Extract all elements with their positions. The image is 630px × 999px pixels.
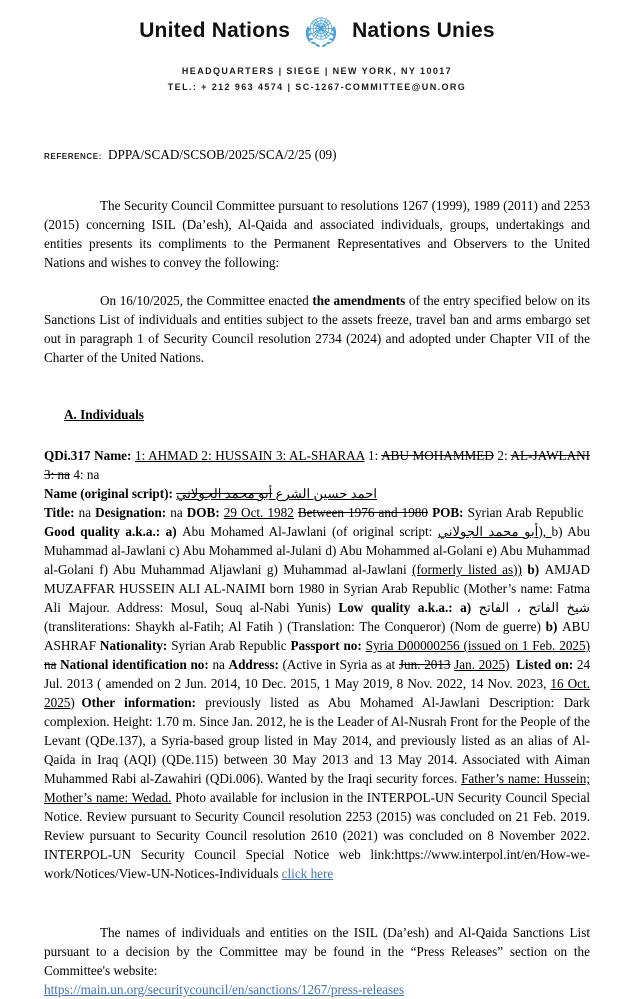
- headquarters-line: HEADQUARTERS | SIEGE | NEW YORK, NY 10017: [181, 66, 453, 76]
- text-segment: ABU MOHAMMED: [381, 448, 494, 463]
- text-segment: na: [170, 505, 187, 520]
- text-segment: Designation:: [95, 505, 171, 520]
- text-segment: 24 Jul. 2013 ( amended on 2 Jun. 2014, 10 Dec. 2015, 1 May 2019, 8 Nov. 2022, 14 Nov. 2023,: [44, 657, 591, 691]
- text-segment: DOB:: [186, 505, 224, 520]
- reference-line: [44, 146, 590, 164]
- text-segment: 3: na: [44, 467, 71, 482]
- text-segment: [479, 600, 590, 615]
- text-segment: b): [527, 562, 545, 577]
- reference-value: DPPA/SCAD/SCSOB/2025/SCA/2/25 (09): [108, 147, 337, 162]
- section-heading-individuals: A. Individuals: [64, 407, 144, 422]
- text-segment: أبو محمد الجولاني: [437, 524, 539, 539]
- text-segment: [176, 486, 377, 501]
- reference-label: REFERENCE:: [44, 152, 103, 161]
- masthead: [44, 12, 590, 50]
- text-segment: AMJAD MUZAFFAR HUSSEIN ALI AL-NAIMI born 1980 in Syrian Arab Republic (Mother’s name: Fatma Ali Majour. Address: Mosul, Souq al-Nabi Yunis): [44, 562, 590, 615]
- text-segment: na: [78, 505, 96, 520]
- text-segment: POB:: [432, 505, 468, 520]
- text-segment: 2:: [493, 448, 511, 463]
- text-segment: QDi.317 Name:: [44, 448, 135, 463]
- intro-paragraph: The Security Council Committee pursuant to resolutions 1267 (1999), 1989 (2011) and 2253 (2015) concerning ISIL (Da’esh), Al-Qaida and associated individuals, groups, undertakings and entities presents its compliments to the Permanent Representatives and Observers to the United Nations and wishes to convey the following:: [44, 198, 590, 270]
- footer-paragraph: [44, 923, 590, 999]
- interpol-click-here-link[interactable]: click here: [281, 866, 334, 881]
- text-segment: Between 1976 and 1980: [297, 505, 428, 520]
- text-segment: 29 Oct. 1982: [223, 505, 294, 520]
- text-segment: Address:: [228, 657, 283, 672]
- text-segment: Name (original script):: [44, 486, 177, 501]
- text-segment: [438, 524, 538, 539]
- text-segment: 1:: [364, 448, 382, 463]
- text-segment: Other information:: [81, 695, 206, 710]
- amendment-paragraph: [44, 291, 590, 367]
- text-segment: أبو محمد الجولاني: [176, 486, 273, 501]
- letterhead: [44, 12, 590, 92]
- text-segment: (formerly listed as)): [412, 562, 522, 577]
- text-segment: Syria D00000256 (issued on 1 Feb. 2025): [365, 638, 590, 653]
- text-segment: Low quality a.k.a.: a): [338, 600, 479, 615]
- text-segment: Abu Mohamed Al-Jawlani (of original script:: [182, 524, 438, 539]
- text-segment: Listed on:: [516, 657, 577, 672]
- text-segment: b): [545, 619, 563, 634]
- text-segment: (transliterations: Shaykh al-Fatih; Al Fatih ) (Translation: The Conqueror) (Nom de guerre): [44, 619, 546, 634]
- text-segment: previously listed as Abu Mohamed Al-Jawlani Description: Dark complexion. Height: 1.70 m. Since Jan. 2012, he is the Leader of Al-Nusrah Front for the People of the Levant (QDe.137), a Syria-based group listed in May 2014, and previously listed as an alias of Al-Qaida in Iraq (AQI) (QDe.115) between 30 May 2013 and 13 May 2014. Associated with Aiman Muhammed Rabi al-Zawahiri (QDi.006). Wanted by the Iraqi security forces.: [44, 695, 591, 786]
- text-segment: On 16/10/2025, the Committee enacted: [100, 293, 313, 308]
- text-segment: Nationality:: [99, 638, 172, 653]
- un-emblem-icon: [300, 12, 342, 50]
- contact-line: TEL.: + 212 963 4574 | SC-1267-COMMITTEE@UN.ORG: [167, 82, 467, 92]
- text-segment: احمد حسين الشرع: [275, 486, 378, 501]
- text-segment: 16 Oct. 2025: [44, 676, 590, 710]
- text-segment: 1: AHMAD 2: HUSSAIN 3: AL-SHARAA: [134, 448, 365, 463]
- text-segment: Jun. 2013: [398, 657, 451, 672]
- text-segment: the amendments: [312, 293, 406, 308]
- title-french: Nations Unies: [352, 19, 495, 42]
- text-segment: na: [44, 657, 57, 672]
- text-segment: Syrian Arab Republic: [171, 638, 291, 653]
- text-segment: 4: na: [70, 467, 100, 482]
- text-segment: Title:: [44, 505, 79, 520]
- text-segment: National identification no:: [60, 657, 213, 672]
- text-segment: of the entry specified below on its Sanctions List of individuals and entities subject to the assets freeze, travel ban and arms embargo set out in paragraph 1 of Security Council resolution 2734 (2024) and adopted under Chapter VII of the Charter of the United Nations.: [44, 293, 590, 365]
- text-segment: شيخ الفاتح ، الفاتح: [478, 600, 591, 615]
- text-segment: Passport no:: [290, 638, 366, 653]
- text-segment: ),: [538, 524, 552, 539]
- text-segment: The names of individuals and entities on the ISIL (Da’esh) and Al-Qaida Sanctions List pursuant to a decision by the Committee may be found in the “Press Releases” section on the Committee's website:: [44, 925, 590, 978]
- text-segment: AL-JAWLANI: [510, 448, 591, 463]
- text-segment: Photo available for inclusion in the INTERPOL-UN Security Council Special Notice. Review pursuant to Security Council resolution 2253 (2015) was concluded on 21 Feb. 2019. Review pursuant to Security Council resolution 2610 (2021) was concluded on 8 November 2022. INTERPOL-UN Security Council Special Notice web link:https://www.interpol.int/en/How-we-work/Notices/View-UN-Notices-Individuals: [44, 790, 591, 881]
- press-releases-link[interactable]: https://main.un.org/securitycouncil/en/sanctions/1267/press-releases: [44, 982, 405, 997]
- text-segment: ABU ASHRAF: [44, 619, 590, 653]
- text-segment: Syrian Arab Republic: [467, 505, 591, 520]
- text-segment: Jan. 2025: [454, 657, 506, 672]
- title-english: United Nations: [139, 19, 291, 42]
- text-segment: na: [212, 657, 229, 672]
- text-segment: Father’s name: Hussein; Mother’s name: Wedad.: [44, 771, 590, 805]
- text-segment: ): [505, 657, 517, 672]
- text-segment: Good quality a.k.a.: a): [44, 524, 183, 539]
- text-segment: b) Abu Muhammad al-Jawlani c) Abu Mohammed al-Julani d) Abu Mohammed al-Golani e) Abu Muhammad al-Golani f) Abu Muhammad Aljawlani g) Muhammad al-Jawlani: [44, 524, 590, 577]
- sanctions-entry-qdi317: [44, 446, 590, 883]
- text-segment: (Active in Syria as at: [282, 657, 399, 672]
- text-segment: ): [70, 695, 82, 710]
